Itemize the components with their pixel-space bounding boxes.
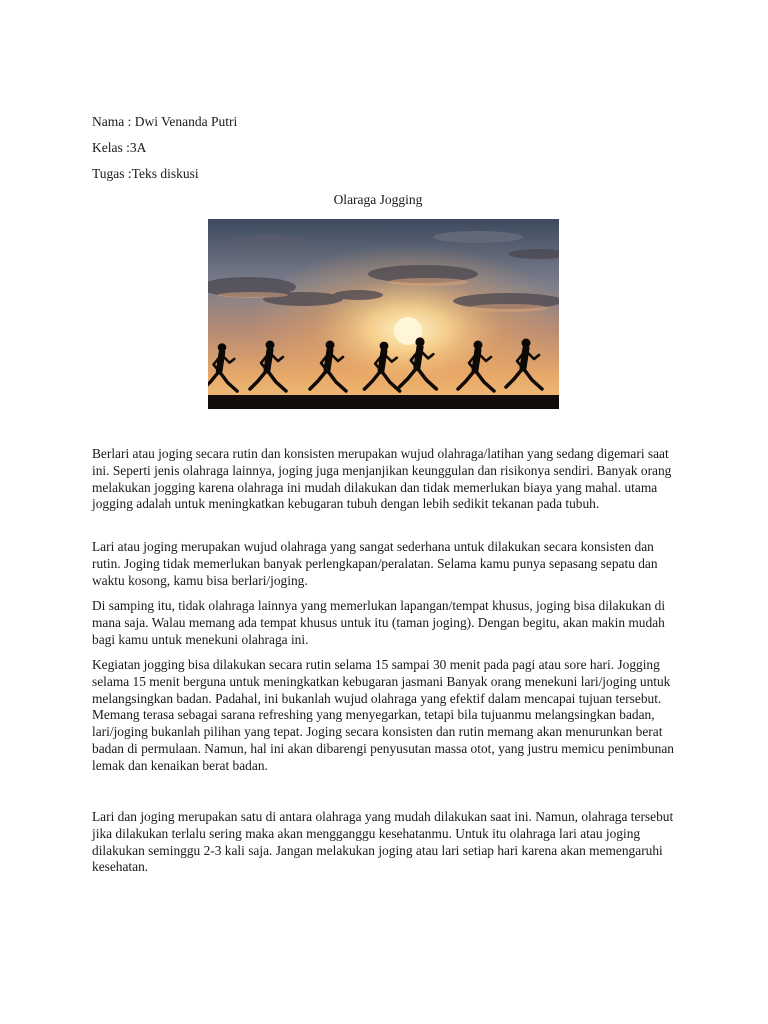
ground (208, 395, 559, 409)
paragraph-3: Di samping itu, tidak olahraga lainnya yang memerlukan lapangan/tempat khusus, joging bisa dilakukan di mana saja. Walau memang ada tempat khusus untuk itu (taman joging). Dengan begitu, akan makin mudah bagi kamu untuk menekuni olahraga ini. (92, 598, 666, 647)
paragraph-2: Lari atau joging merupakan wujud olahraga yang sangat sederhana untuk dilakukan secara konsisten dan rutin. Joging tidak memerlukan banyak perlengkapan/peralatan. Selama kamu punya sepasang sepatu dan waktu kosong, kamu bisa berlari/joging. (92, 539, 658, 588)
document-title (0, 192, 768, 208)
student-class: Kelas :3A (92, 140, 147, 155)
document-title-text: Olaraga Jogging (333, 192, 423, 207)
jogging-photo (208, 219, 559, 409)
paragraph-5: Lari dan joging merupakan satu di antara olahraga yang mudah dilakukan saat ini. Namun, olahraga tersebut jika dilakukan terlalu sering maka akan mengganggu kesehatanmu. Untuk itu olahraga lari atau joging dilakukan seminggu 2-3 kali saja. Jangan melakukan joging atau lari setiap hari karena akan memengaruhi kesehatan. (92, 809, 674, 875)
paragraph-1: Berlari atau joging secara rutin dan konsisten merupakan wujud olahraga/latihan yang sedang digemari saat ini. Seperti jenis olahraga lainnya, joging juga menjanjikan keunggulan dan risikonya sendiri. Banyak orang melakukan jogging karena olahraga ini mudah dilakukan dan tidak memerlukan biaya yang mahal. utama jogging adalah untuk meningkatkan kebugaran tubuh dengan lebih sedikit tekanan pada tubuh. (92, 446, 672, 512)
paragraph-4: Kegiatan jogging bisa dilakukan secara rutin selama 15 sampai 30 menit pada pagi atau sore hari. Jogging selama 15 menit berguna untuk meningkatkan kebugaran jasmani Banyak orang menekuni lari/joging untuk melangsingkan badan. Padahal, ini bukanlah wujud olahraga yang efektif dalam mencapai tujuan tersebut. Memang terasa sebagai sarana refreshing yang menyegarkan, tetapi bila tujuanmu melangsingkan badan, lari/joging bukanlah pilihan yang tepat. Joging secara konsisten dan rutin memang akan menurunkan berat badan di permulaan. Namun, hal ini akan dibarengi penyusutan massa otot, yang justru memicu penimbunan lemak dan kenaikan berat badan. (92, 657, 674, 773)
assignment-type: Tugas :Teks diskusi (92, 166, 199, 181)
student-name: Nama : Dwi Venanda Putri (92, 114, 238, 129)
runners-sunset-illustration (208, 219, 559, 409)
